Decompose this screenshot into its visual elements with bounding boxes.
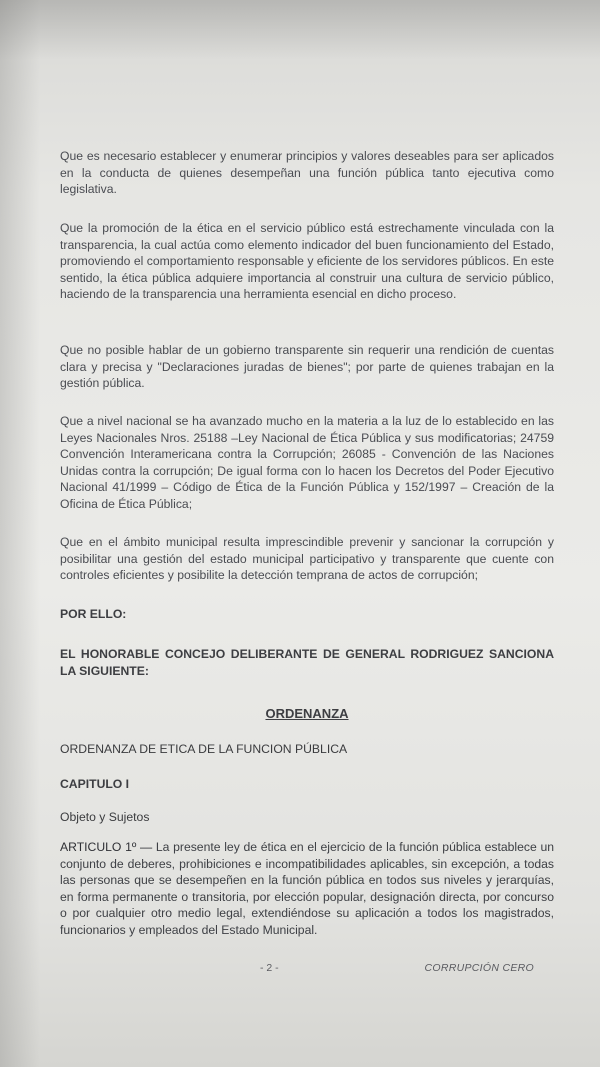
paragraph-transparencia: Que la promoción de la ética en el servicio público está estrechamente vinculada con la transparencia, la cual actúa como elemento indicador del buen funcionamiento del Estado, promoviendo el comportamiento responsable y eficiente de los servidores públicos. En este sentido, la ética pública adquiere importancia al construir una cultura de servicio público, haciendo de la transparencia una herramienta esencial en dicho proceso.	[60, 221, 554, 302]
paragraph-ambito-municipal: Que en el ámbito municipal resulta imprescindible prevenir y sancionar la corrupción y posibilitar una gestión del estado municipal participativo y transparente que cuente con controles eficientes y posibilite la detección temprana de actos de corrupción;	[60, 535, 554, 583]
article-1-text: La presente ley de ética en el ejercicio de la función pública establece un conjunto de deberes, prohibiciones e incompatibilidades aplicables, sin excepción, a todas las personas que se desempeñen en la función pública en todos sus niveles y jerarquías, en forma permanente o transitoria, por elección popular, designación directa, por concurso o por cualquier otro medio legal, extendiéndose su aplicación a todos los magistrados, funcionarios y empleados del Estado Municipal.	[60, 840, 554, 937]
footer-tag: CORRUPCIÓN CERO	[424, 962, 534, 974]
heading-objeto-sujetos: Objeto y Sujetos	[60, 810, 150, 824]
heading-concejo: EL HONORABLE CONCEJO DELIBERANTE DE GENERAL RODRIGUEZ SANCIONA LA SIGUIENTE:	[60, 647, 554, 678]
article-1-label: ARTICULO 1º —	[60, 840, 153, 854]
paragraph-leyes-nacionales: Que a nivel nacional se ha avanzado mucho en la materia a la luz de lo establecido en las Leyes Nacionales Nros. 25188 –Ley Nacional de Ética Pública y sus modificatorias; 24759 Convención Interamericana contra la Corrupción; 26085 - Convención de las Naciones Unidas contra la corrupción; De igual forma con lo hacen los Decretos del Poder Ejecutivo Nacional 41/1999 – Código de Ética de la Función Pública y 152/1997 – Creación de la Oficina de Ética Pública;	[60, 414, 554, 511]
page-shadow-top	[0, 0, 600, 60]
ordenanza-title: ORDENANZA DE ETICA DE LA FUNCION PÚBLICA	[60, 742, 348, 756]
paragraph-principios: Que es necesario establecer y enumerar principios y valores deseables para ser aplicados en la conducta de quienes desempeñan una función pública tanto ejecutiva como legislativa.	[60, 149, 554, 197]
page-number: - 2 -	[260, 962, 279, 974]
heading-ordenanza: ORDENANZA	[265, 706, 349, 721]
heading-capitulo: CAPITULO I	[60, 777, 130, 791]
article-1	[60, 839, 554, 939]
paragraph-rendicion-cuentas: Que no posible hablar de un gobierno transparente sin requerir una rendición de cuentas clara y precisa y "Declaraciones juradas de bienes"; por parte de quienes trabajan en la gestión pública.	[60, 343, 554, 391]
heading-por-ello: POR ELLO:	[60, 607, 127, 621]
page-shadow-left	[0, 0, 40, 1067]
